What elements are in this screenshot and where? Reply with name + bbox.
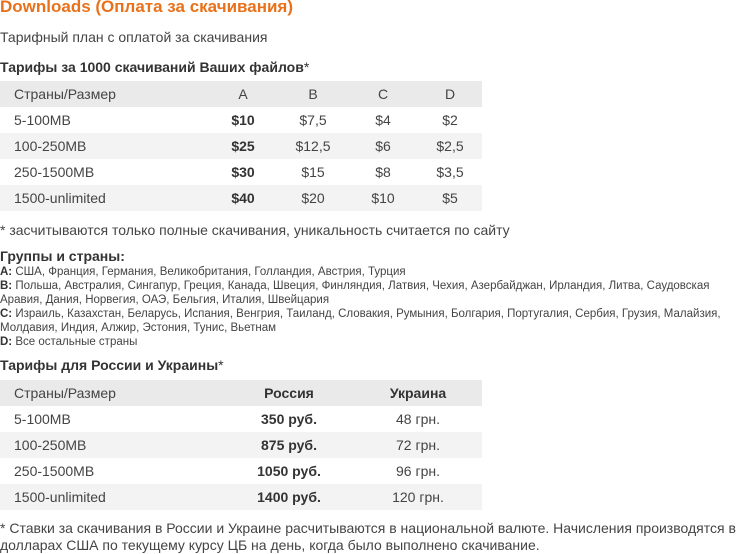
price-cell: $12,5 — [295, 138, 331, 154]
ru-ua-tariffs-table — [0, 380, 482, 510]
price-cell: 72 грн. — [396, 437, 440, 453]
price-cell: 120 грн. — [392, 489, 444, 505]
ru-ua-footnote: * Ставки за скачивания в России и Украине расчитываются в национальной валюте. Начисления производятся в долларах США по текущему курсу ЦБ на день, когда было выполнено скачивание. — [0, 520, 736, 553]
column-header: Страны/Размер — [14, 86, 116, 102]
size-cell: 250-1500MB — [14, 164, 95, 180]
table-row — [0, 406, 482, 432]
country-groups — [0, 248, 750, 349]
size-cell: 100-250MB — [14, 437, 87, 453]
group-key: A: — [0, 266, 13, 278]
price-cell: 1050 руб. — [257, 463, 321, 479]
column-header: C — [377, 86, 389, 102]
intl-footnote: * засчитываются только полные скачивания, уникальность считается по сайту — [0, 222, 510, 238]
column-header: B — [308, 86, 318, 102]
table-row — [0, 107, 482, 133]
price-cell: $20 — [301, 190, 325, 206]
table-row — [0, 432, 482, 458]
intl-tariffs-table — [0, 81, 482, 211]
intl-heading-text: Тарифы за 1000 скачиваний Ваших файлов — [0, 59, 304, 75]
column-header: Украина — [389, 385, 447, 401]
table-header-row — [0, 380, 482, 406]
price-cell: $2 — [442, 112, 458, 128]
price-cell: $25 — [231, 138, 255, 154]
price-cell: $3,5 — [436, 164, 464, 180]
price-cell: 875 руб. — [261, 437, 317, 453]
group-item — [0, 265, 750, 279]
table-row — [0, 133, 482, 159]
column-header: Россия — [264, 385, 314, 401]
price-cell: $15 — [301, 164, 325, 180]
table-row — [0, 458, 482, 484]
size-cell: 5-100MB — [14, 411, 71, 427]
ru-ua-tariffs-heading — [0, 357, 224, 373]
size-cell: 5-100MB — [14, 112, 71, 128]
group-item — [0, 279, 750, 307]
page-subtitle: Тарифный план с оплатой за скачивания — [0, 29, 268, 45]
size-cell: 1500-unlimited — [14, 190, 106, 206]
price-cell: 48 грн. — [396, 411, 440, 427]
intl-heading-mark: * — [303, 59, 310, 75]
price-cell: $7,5 — [299, 112, 327, 128]
groups-heading: Группы и страны: — [0, 248, 125, 264]
price-cell: $5 — [442, 190, 458, 206]
column-header: A — [238, 86, 248, 102]
intl-tariffs-heading — [0, 59, 309, 75]
price-cell: $10 — [231, 112, 255, 128]
group-item — [0, 335, 750, 349]
price-cell: $6 — [375, 138, 391, 154]
size-cell: 250-1500MB — [14, 463, 95, 479]
table-row — [0, 185, 482, 211]
group-countries: Все остальные страны — [12, 336, 138, 348]
group-key: B: — [0, 280, 13, 292]
column-header: D — [444, 86, 456, 102]
price-cell: $8 — [375, 164, 391, 180]
group-countries: Израиль, Казахстан, Беларусь, Испания, Венгрия, Таиланд, Словакия, Румыния, Болгария, Португалия, Сербия, Грузия, Малайзия, Молдавия, Индия, Алжир, Эстония, Тунис, Вьетнам — [0, 308, 721, 334]
group-countries: Польша, Австралия, Сингапур, Греция, Канада, Швеция, Финляндия, Латвия, Чехия, Азербайджан, Ирландия, Литва, Саудовская Аравия, Дания, Норвегия, ОАЭ, Бельгия, Италия, Швейцария — [0, 280, 710, 306]
size-cell: 100-250MB — [14, 138, 87, 154]
group-key: D: — [0, 336, 13, 348]
price-cell: 1400 руб. — [257, 489, 321, 505]
group-key: C: — [0, 308, 13, 320]
price-cell: $40 — [231, 190, 255, 206]
group-countries: США, Франция, Германия, Великобритания, Голландия, Австрия, Турция — [12, 266, 406, 278]
ru-ua-heading-text: Тарифы для России и Украины — [0, 357, 219, 373]
page-title: Downloads (Оплата за скачивания) — [0, 0, 294, 16]
group-item — [0, 307, 750, 335]
table-row — [0, 159, 482, 185]
price-cell: 96 грн. — [396, 463, 440, 479]
column-header: Страны/Размер — [14, 385, 116, 401]
price-cell: $30 — [231, 164, 255, 180]
price-cell: $2,5 — [436, 138, 464, 154]
price-cell: 350 руб. — [261, 411, 317, 427]
price-cell: $10 — [371, 190, 395, 206]
size-cell: 1500-unlimited — [14, 489, 106, 505]
price-cell: $4 — [375, 112, 391, 128]
table-header-row — [0, 81, 482, 107]
ru-ua-heading-mark: * — [218, 357, 224, 373]
table-row — [0, 484, 482, 510]
